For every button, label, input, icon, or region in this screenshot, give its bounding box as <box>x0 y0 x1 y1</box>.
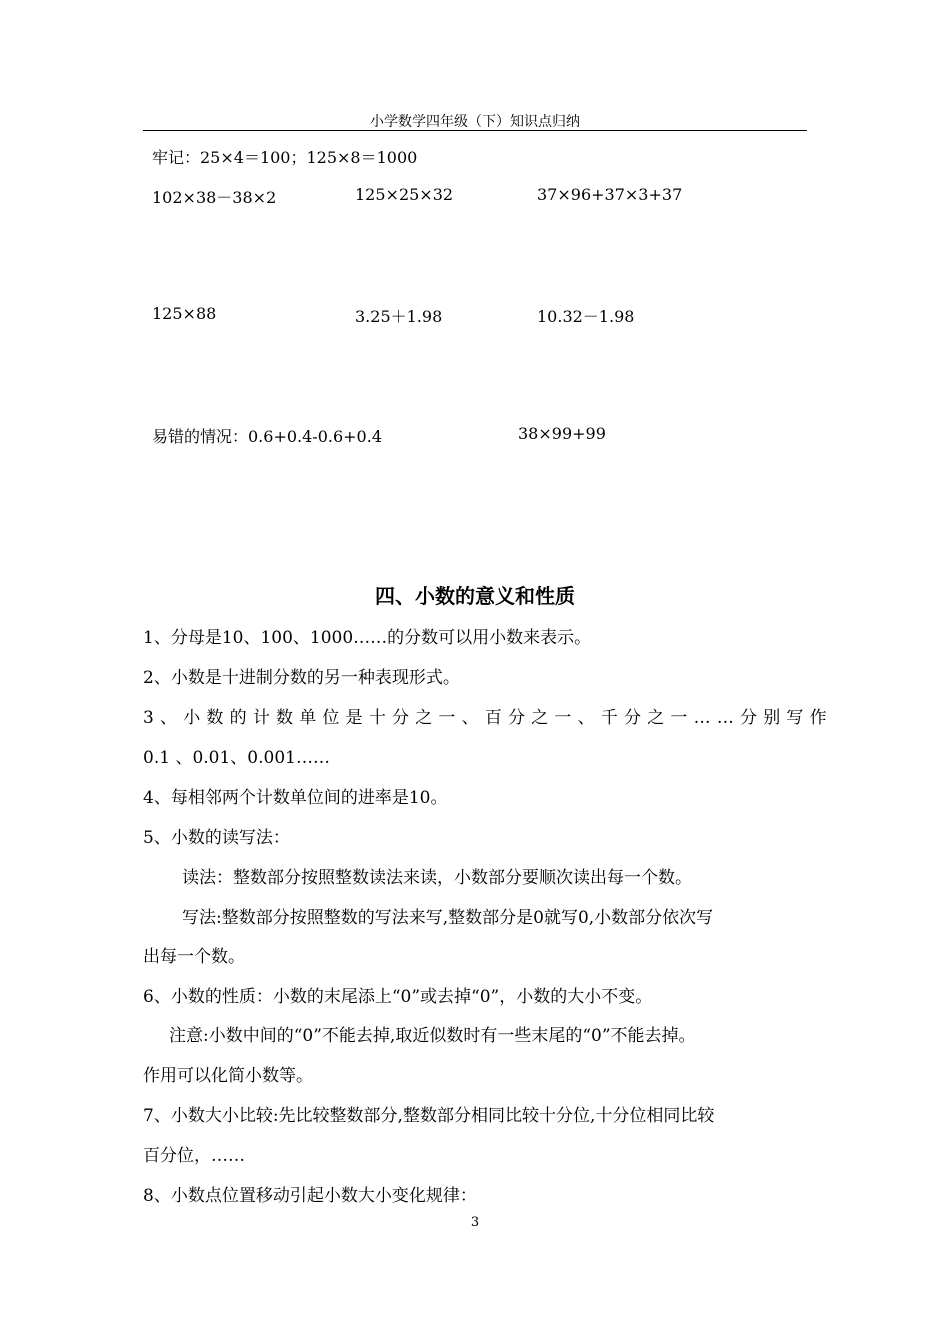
section-line-6: 5、小数的读写法： <box>143 828 290 848</box>
section-line-13: 7、小数大小比较:先比较整数部分,整数部分相同比较十分位,十分位相同比较 <box>143 1106 715 1126</box>
section-line-4: 0.1 、0.01、0.001…… <box>143 748 330 768</box>
exercise-3: 37×96+37×3+37 <box>537 185 683 204</box>
section-heading: 四、小数的意义和性质 <box>375 584 575 608</box>
section-line-10: 6、小数的性质：小数的末尾添上“0”或去掉“0”，小数的大小不变。 <box>143 987 653 1007</box>
exercise-1: 102×38－38×2 <box>152 188 277 207</box>
section-line-2: 2、小数是十进制分数的另一种表现形式。 <box>143 668 460 688</box>
section-line-1: 1、分母是10、100、1000……的分数可以用小数来表示。 <box>143 628 592 648</box>
page-header-title: 小学数学四年级（下）知识点归纳 <box>370 114 580 130</box>
exercise-4: 125×88 <box>152 304 217 323</box>
section-line-15: 8、小数点位置移动引起小数大小变化规律： <box>143 1186 477 1206</box>
section-line-9: 出每一个数。 <box>143 947 245 967</box>
section-line-12: 作用可以化简小数等。 <box>143 1066 313 1086</box>
page-number: 3 <box>470 1215 480 1230</box>
memo-line: 牢记：25×4＝100；125×8＝1000 <box>152 148 418 167</box>
exercise-5: 3.25＋1.98 <box>355 307 443 326</box>
section-line-8: 写法:整数部分按照整数的写法来写,整数部分是0就写0,小数部分依次写 <box>182 908 714 928</box>
section-line-11: 注意:小数中间的“0”不能去掉,取近似数时有一些末尾的“0”不能去掉。 <box>169 1026 696 1046</box>
section-line-7: 读法：整数部分按照整数读法来读，小数部分要顺次读出每一个数。 <box>182 868 692 888</box>
header-divider <box>143 130 807 131</box>
section-line-3: 3、小数的计数单位是十分之一、百分之一、千分之一……分别写作 <box>143 708 833 728</box>
exercise-6: 10.32－1.98 <box>537 307 635 326</box>
section-line-5: 4、每相邻两个计数单位间的进率是10。 <box>143 788 448 808</box>
exercise-2: 125×25×32 <box>355 185 454 204</box>
exercise-7: 易错的情况：0.6+0.4-0.6+0.4 <box>152 427 383 446</box>
section-line-14: 百分位，…… <box>143 1146 245 1166</box>
exercise-8: 38×99+99 <box>518 424 606 443</box>
